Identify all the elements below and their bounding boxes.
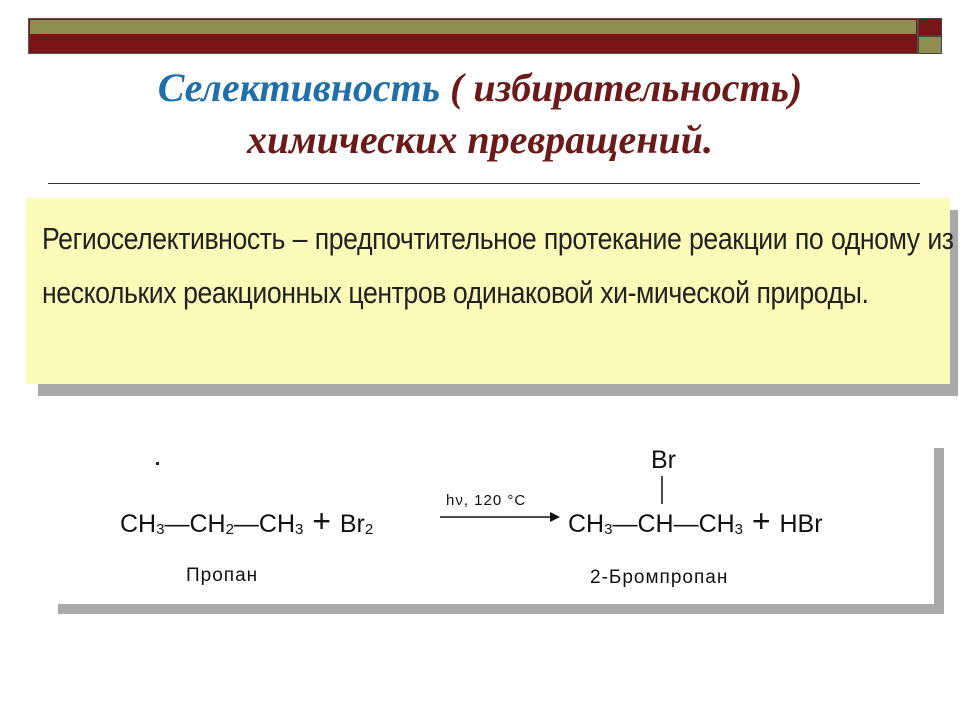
substituent-bond	[658, 476, 668, 506]
reactants: $CH_3—CH_2—CH_3 + Br_2$	[120, 503, 374, 539]
corner-square-bottom	[918, 36, 942, 54]
products: $CH_3—CH—CH_3$ + HBr	[568, 503, 823, 539]
name-propane: Пропан	[186, 565, 259, 586]
header-bar-accent	[30, 20, 916, 34]
plus-sign: +	[303, 503, 340, 539]
corner-square-top	[918, 18, 942, 36]
plus-sign-2: +	[743, 503, 780, 539]
definition-text: Региоселективность – предпочтительное протекание реакции по одному из нескольких реакционных центров одинаковой хи-мической природы.	[42, 221, 954, 310]
bromine-substituent: Br	[651, 446, 676, 474]
title-paren-part: ( избирательность)	[450, 65, 803, 110]
definition-box	[26, 198, 954, 384]
reaction-condition: hν, 120 °C	[446, 492, 527, 509]
name-bromopropane: 2-Бромпропан	[590, 567, 729, 588]
stray-dot	[156, 462, 159, 465]
title-line2: химических превращений.	[246, 117, 714, 162]
slide-title	[0, 62, 960, 166]
title-blue-part: Селективность	[157, 65, 451, 110]
title-divider	[48, 183, 920, 184]
reaction-arrow	[440, 510, 564, 524]
